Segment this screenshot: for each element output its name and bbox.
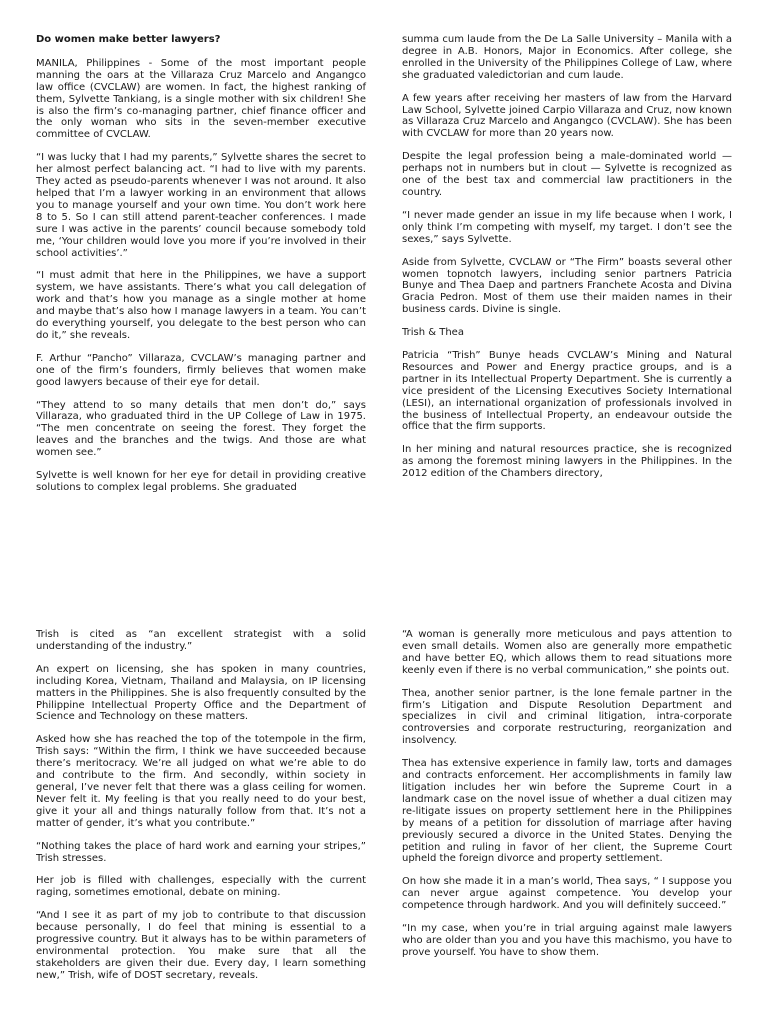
page2-right-column [402, 629, 732, 1024]
paragraph: An expert on licensing, she has spoken in many countries, including Korea, Vietnam, Thailand and Malaysia, on IP licensing matters in the Philippines. She is also frequently consulted by the Philippine Intellectual Property Office and the Department of Science and Technology on these matters. [36, 663, 366, 723]
section-subheading: Trish & Thea [402, 327, 464, 339]
paragraph: “And I see it as part of my job to contribute to that discussion because personally, I do feel that mining is essential to a progressive country. But it always has to be within parameters of environmental protection. You make sure that all the stakeholders are given their due. Every day, I learn something new,” Trish, wife of DOST secretary, reveals. [36, 910, 366, 981]
paragraph: Despite the legal profession being a male-dominated world — perhaps not in numbers but in clout — Sylvette is recognized as one of the best tax and commercial law practitioners in the country. [402, 151, 732, 198]
paragraph: MANILA, Philippines - Some of the most important people manning the oars at the Villaraza Cruz Marcelo and Angangco law office (CVCLAW) are women. In fact, the highest ranking of them, Sylvette Tankiang, is a single mother with six children! She is also the firm’s co-managing partner, chief finance officer and the only woman who sits in the seven-member executive committee of CVCLAW. [36, 57, 366, 141]
paragraph: Thea has extensive experience in family law, torts and damages and contracts enforcement. Her accomplishments in family law litigation includes her win before the Supreme Court in a landmark case on the novel issue of whether a dual citizen may re-litigate issues on property settlement here in the Philippines by means of a petition for dissolution of marriage after having previously secured a divorce in the United States. Denying the petition and ruling in favor of her client, the Supreme Court upheld the foreign divorce and property settlement. [402, 758, 732, 865]
paragraph: On how she made it in a man’s world, Thea says, “ I suppose you can never argue against competence. You develop your competence through hardwork. And you will definitely succeed.” [402, 876, 732, 912]
page1-left-column [36, 34, 366, 505]
paragraph: “In my case, when you’re in trial arguing against male lawyers who are older than you and you have this machismo, you have to prove yourself. You have to show them. [402, 923, 732, 958]
page1-right-column [402, 34, 732, 491]
paragraph: Asked how she has reached the top of the totempole in the firm, Trish says: “Within the firm, I think we have succeeded because there’s meritocracy. We’re all judged on what we’re able to do and contribute to the firm. And secondly, within society in general, I’ve never felt that there was a glass ceiling for women. Never felt it. My feeling is that you really need to do your best, give it your all and things naturally follow from that. It’s not a matter of gender, it’s what you contribute.” [36, 734, 366, 829]
paragraph: A few years after receiving her masters of law from the Harvard Law School, Sylvette joined Carpio Villaraza and Cruz, now known as Villaraza Cruz Marcelo and Angangco (CVCLAW). She has been with CVCLAW for more than 20 years now. [402, 92, 732, 140]
paragraph: Trish is cited as “an excellent strategist with a solid understanding of the industry.” [36, 629, 366, 652]
paragraph: Her job is filled with challenges, especially with the current raging, sometimes emotional, debate on mining. [36, 875, 366, 899]
paragraph: “Nothing takes the place of hard work and earning your stripes,” Trish stresses. [36, 840, 366, 864]
paragraph: “I must admit that here in the Philippines, we have a support system, we have assistants. There’s what you call delegation of work and that’s how you manage as a single mother at home and maybe that’s also how I manage lawyers in a team. You can’t do everything yourself, you delegate to the best person who can do it,” she reveals. [36, 270, 366, 341]
paragraph: Sylvette is well known for her eye for detail in providing creative solutions to complex legal problems. She graduated [36, 470, 366, 493]
article-title: Do women make better lawyers? [36, 34, 221, 45]
page2-left-column [36, 629, 366, 1024]
paragraph: In her mining and natural resources practice, she is recognized as among the foremost mining lawyers in the Philippines. In the 2012 edition of the Chambers directory, [402, 444, 732, 480]
paragraph: “They attend to so many details that men don’t do,” says Villaraza, who graduated third in the UP College of Law in 1975. “The men concentrate on seeing the forest. They forget the leaves and the branches and the twigs. And those are what women see.” [36, 399, 366, 459]
paragraph: F. Arthur “Pancho” Villaraza, CVCLAW’s managing partner and one of the firm’s founders, firmly believes that women make good lawyers because of their eye for detail. [36, 352, 366, 388]
paragraph: Patricia “Trish” Bunye heads CVCLAW’s Mining and Natural Resources and Power and Energy practice groups, and is a partner in its Intellectual Property Department. She is currently a vice president of the Licensing Executives Society International (LESI), an international organization of professionals involved in the business of Intellectual Property, an endeavour outside the office that the firm supports. [402, 350, 732, 433]
paragraph: “I never made gender an issue in my life because when I work, I only think I’m competing with myself, my target. I don’t see the sexes,” says Sylvette. [402, 209, 732, 245]
paragraph: “A woman is generally more meticulous and pays attention to even small details. Women also are generally more empathetic and have better EQ, which allows them to read situations more keenly even if there is no verbal communication,” she points out. [402, 629, 732, 676]
paragraph: Aside from Sylvette, CVCLAW or “The Firm” boasts several other women topnotch lawyers, including senior partners Patricia Bunye and Thea Daep and partners Franchete Acosta and Divina Gracia Pedron. Most of them use their maiden names in their business cards. Divine is single. [402, 256, 732, 316]
paragraph: “I was lucky that I had my parents,” Sylvette shares the secret to her almost perfect balancing act. “I had to live with my parents. They acted as pseudo-parents whenever I was not around. It also helped that I’m a lawyer working in an environment that allows you to manage yourself and your own time. You don’t work here 8 to 5. So I can still attend parent-teacher conferences. I made sure I was active in the parents’ council because somebody told me, ‘Your children would love you more if you’re involved in their school activities’.” [36, 152, 366, 259]
paragraph: Thea, another senior partner, is the lone female partner in the firm’s Litigation and Dispute Resolution Department and specializes in civil and criminal litigation, intra-corporate controversies and corporate restructuring, reorganization and insolvency. [402, 687, 732, 747]
paragraph: summa cum laude from the De La Salle University – Manila with a degree in A.B. Honors, Major in Economics. After college, she enrolled in the University of the Philippines College of Law, where she graduated valedictorian and cum laude. [402, 34, 732, 81]
